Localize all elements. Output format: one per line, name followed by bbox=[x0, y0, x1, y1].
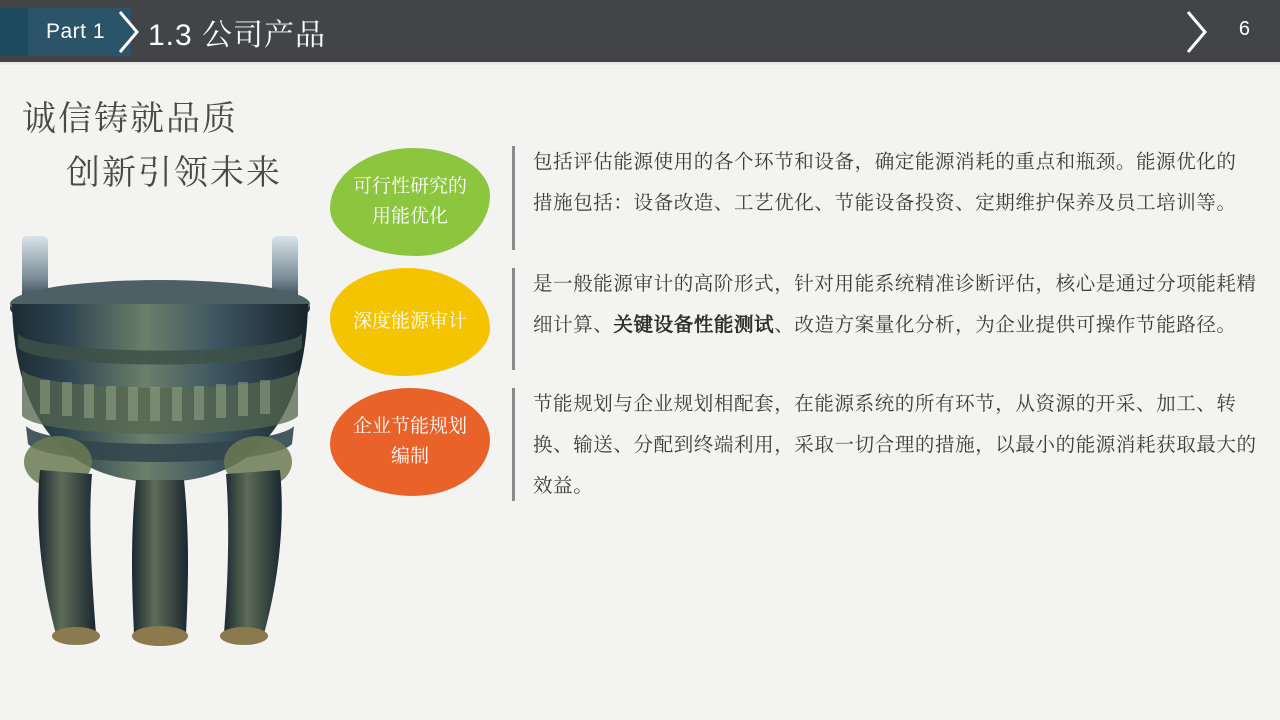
row-paragraph: 节能规划与企业规划相配套，在能源系统的所有环节，从资源的开采、加工、转换、输送、分配到终端利用，采取一切合理的措施，以最小的能源消耗获取最大的效益。 bbox=[533, 393, 1257, 497]
chevron-right-icon-right bbox=[1186, 10, 1208, 54]
page-number: 6 bbox=[1238, 18, 1250, 40]
category-blob-yellow[interactable] bbox=[330, 268, 490, 376]
category-label: 深度能源审计 bbox=[352, 311, 467, 332]
category-blob-green[interactable] bbox=[330, 148, 490, 256]
content-row bbox=[330, 382, 1260, 507]
chevron-right-icon bbox=[118, 10, 140, 54]
headline-line-1: 诚信铸就品质 bbox=[22, 100, 238, 138]
content-rows bbox=[330, 140, 1260, 513]
row-divider bbox=[512, 268, 515, 370]
paragraph-text-after: 、改造方案量化分析，为企业提供可操作节能路径。 bbox=[774, 314, 1237, 336]
row-divider bbox=[512, 146, 515, 250]
content-row bbox=[330, 140, 1260, 256]
category-label: 可行性研究的用能优化 bbox=[352, 176, 467, 227]
bronze-ding-image bbox=[0, 230, 340, 660]
page-title: 1.3 公司产品 bbox=[148, 19, 327, 52]
row-divider bbox=[512, 388, 515, 501]
category-label: 企业节能规划编制 bbox=[352, 416, 467, 467]
row-paragraph bbox=[533, 262, 1260, 346]
category-blob-orange[interactable] bbox=[330, 388, 490, 496]
header-accent-block bbox=[0, 8, 28, 56]
headline bbox=[22, 92, 282, 200]
header-divider bbox=[0, 62, 1280, 65]
row-paragraph: 包括评估能源使用的各个环节和设备，确定能源消耗的重点和瓶颈。能源优化的措施包括：设备改造、工艺优化、节能设备投资、定期维护保养及员工培训等。 bbox=[533, 151, 1237, 214]
part-tab-label: Part 1 bbox=[46, 20, 106, 43]
paragraph-text-before: 是一般能源审计的高阶形式，针对用能系统精准诊断评估，核心是通过分项能耗精细计算、 bbox=[533, 273, 1257, 336]
paragraph-text-bold: 关键设备性能测试 bbox=[613, 314, 775, 336]
content-row bbox=[330, 262, 1260, 376]
headline-line-2: 创新引领未来 bbox=[66, 154, 282, 192]
slide-header bbox=[0, 0, 1280, 62]
